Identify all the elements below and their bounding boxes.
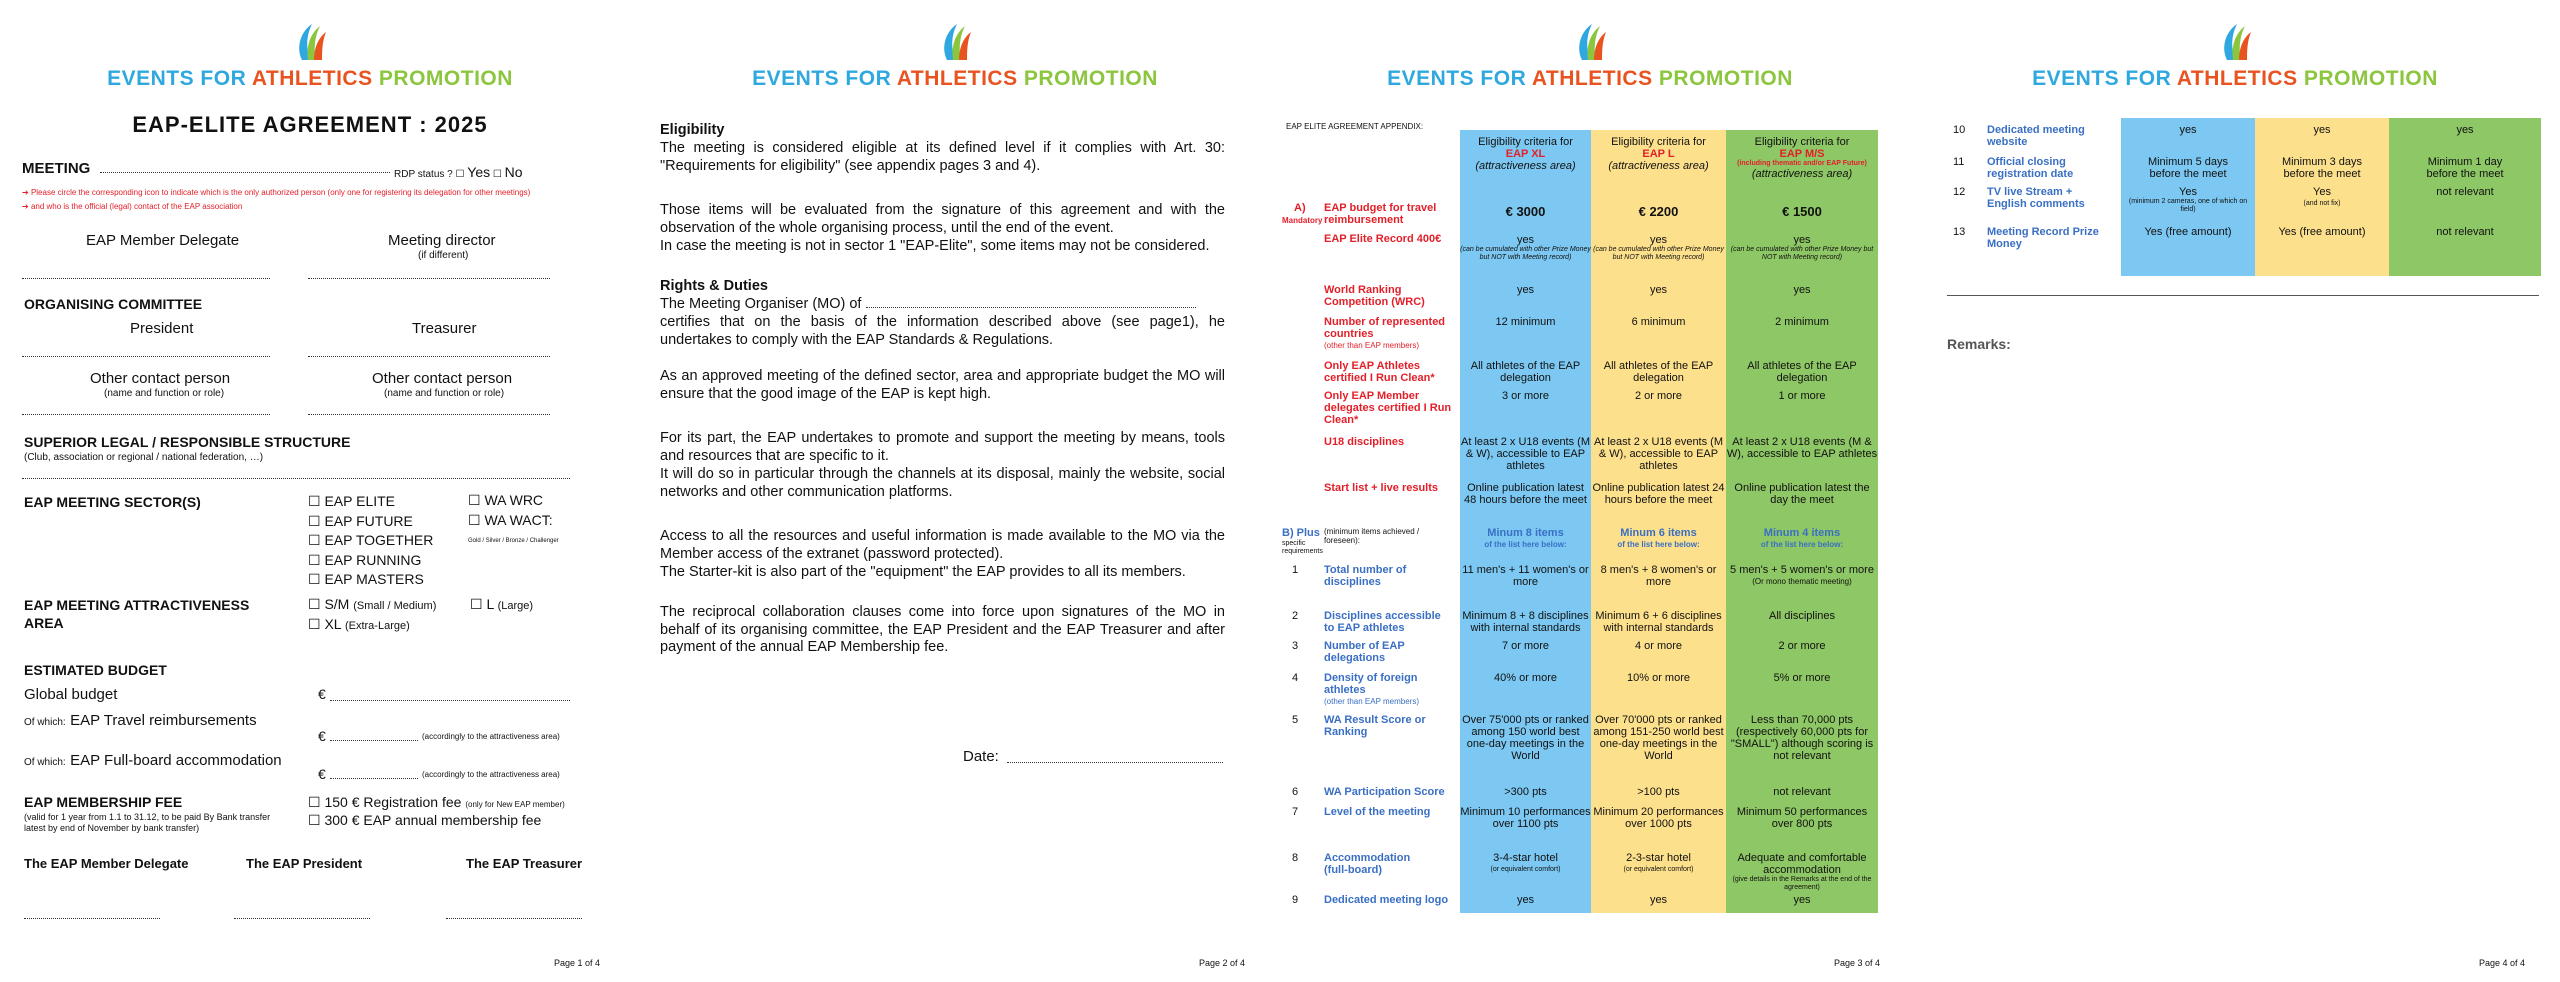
header-l: Eligibility criteria for EAP L (attractiveness area) bbox=[1608, 136, 1709, 172]
eap-logo: EVENTS FOR ATHLETICS PROMOTION bbox=[645, 20, 1265, 91]
appendix-title: EAP ELITE AGREEMENT APPENDIX: bbox=[1286, 122, 1424, 131]
treasurer-field[interactable] bbox=[308, 356, 550, 357]
eligibility-heading: Eligibility bbox=[660, 122, 725, 138]
page-number: Page 2 of 4 bbox=[1198, 958, 1245, 968]
logo-flame-icon bbox=[2213, 20, 2257, 64]
president-label: President bbox=[130, 320, 194, 337]
delegate-label: EAP Member Delegate bbox=[86, 232, 240, 249]
meeting-field[interactable] bbox=[100, 172, 390, 173]
other-contact-field-2[interactable] bbox=[308, 414, 550, 415]
fee-label: EAP MEMBERSHIP FEE bbox=[24, 794, 183, 810]
superior-field[interactable] bbox=[22, 478, 570, 479]
page-number: Page 4 of 4 bbox=[2478, 958, 2525, 968]
global-budget-field[interactable] bbox=[330, 700, 570, 701]
eap-logo: EVENTS FOR ATHLETICS PROMOTION bbox=[1925, 20, 2545, 91]
page-number: Page 3 of 4 bbox=[1833, 958, 1880, 968]
rights-heading: Rights & Duties bbox=[660, 278, 768, 294]
delegate-field[interactable] bbox=[22, 278, 270, 279]
sector-label: EAP MEETING SECTOR(S) bbox=[24, 494, 201, 510]
page-title: EAP-ELITE AGREEMENT : 2025 bbox=[132, 112, 488, 137]
president-field[interactable] bbox=[22, 356, 270, 357]
logo-flame-icon bbox=[288, 20, 332, 64]
organising-committee: ORGANISING COMMITTEE bbox=[24, 296, 203, 312]
travel-field[interactable] bbox=[330, 740, 418, 741]
meeting-label: MEETING bbox=[22, 160, 91, 177]
signature-president: The EAP President bbox=[246, 856, 363, 871]
page-3: EVENTS FOR ATHLETICS PROMOTION EAP ELITE AGREEMENT APPENDIX: Eligibility criteria for EAP XL (attractiveness area) Eligibility criteria for EAP L (attractiveness area) Eligibility criteria for EAP M/S (including thematic and/or EAP Future) (attractiveness area) A) Mandatory EAP budget for travel reimbursement € 3000 € 2200 € 1500 EAP Elite Record 400€ yes (can be cumulated with other Prize Money but NOT with Meeting record) yes (can be cumulated with other Prize Money but NOT with Meeting record) yes (can be cumulated with other Prize Money but NOT with Meeting record) World Ranking Competition (WRC) yes yes yes Number of represented countries (other than EAP members) 12 minimum 6 minimum 2 minimum Only EAP Athletes certified I Run Clean* All athletes of the EAP delegation All athletes of the EAP delegation All athletes of the EAP delegation Only EAP Member delegates certified I Run Clean* 3 or more 2 or more 1 or more U18 disciplines At least 2 x U18 events (M & W), accessible to EAP athletes At least 2 x U18 events (M & W), accessible to EAP athletes At least 2 x U18 events (M & W), accessible to EAP athletes Start list + live results Online publication latest 48 hours before the meet Online publication latest 24 hours before the meet Online publication latest the day the meet B) Plus specific requirements (minimum items achieved / foreseen): Minum 8 items of the list here below: Minum 6 items of the list here below: Minum 4 items of the list here below: 1 Total number of disciplines 11 men's + 11 women's or more 8 men's + 8 women's or more 5 men's + 5 women's or more (Or mono thematic meeting) 2 Disciplines accessible to EAP athletes Minimum 8 + 8 disciplines with internal standards Minimum 6 + 6 disciplines with internal standards All disciplines 3 Number of EAP delegations 7 or more 4 or more 2 or more 4 Density of foreign athletes (other than EAP members) 40% or more 10% or more 5% or more 5 WA Result Score or Ranking Over 75'000 pts or ranked among 150 world best one-day meetings in the World Over 70'000 pts or ranked among 151-250 world best one-day meetings in the World Less than 70,000 pts (respectively 60,000 pts for "SMALL") although scoring is not relevant 6 WA Participation Score >300 pts >100 pts not relevant 7 Level of the meeting Minimum 10 performances over 1100 pts Minimum 20 performances over 1000 pts Minimum 50 performances over 800 pts 8 Accommodation (full-board) 3-4-star hotel (or equivalent comfort) 2-3-star hotel (or equivalent comfort) Adequate and comfortable accommodation (give details in the Remarks at the end of the agreement) 9 Dedicated meeting logo yes yes yes Page 3 of 4 bbox=[1280, 0, 1900, 982]
budget-label: ESTIMATED BUDGET bbox=[24, 662, 167, 678]
page-4: EVENTS FOR ATHLETICS PROMOTION 10 Dedicated meeting website yes yes yes 11 Official closing registration date Minimum 5 days before the meet Minimum 3 days before the meet Minimum 1 day before the meet 12 TV live Stream + English comments Yes (minimum 2 cameras, one of which on field) Yes (and not fix) not relevant 13 Meeting Record Prize Money Yes (free amount) Yes (free amount) not relevant Remarks: Page 4 of 4 bbox=[1925, 0, 2545, 982]
other-contact-field-1[interactable] bbox=[22, 414, 270, 415]
logo-flame-icon bbox=[933, 20, 977, 64]
superior-structure: SUPERIOR LEGAL / RESPONSIBLE STRUCTURE bbox=[24, 434, 351, 450]
page-number: Page 1 of 4 bbox=[553, 958, 600, 968]
date-field[interactable] bbox=[1007, 762, 1223, 763]
header-xl: Eligibility criteria for EAP XL (attractiveness area) bbox=[1475, 136, 1576, 172]
eap-logo: EVENTS FOR ATHLETICS PROMOTION bbox=[0, 20, 620, 91]
header-ms: Eligibility criteria for EAP M/S (including thematic and/or EAP Future) (attractiveness area) bbox=[1737, 136, 1867, 180]
note-1: ➔ Please circle the corresponding icon to indicate which is the only authorized person (only one for registering its delegation for other meetings) bbox=[22, 188, 531, 197]
logo-flame-icon bbox=[1568, 20, 1612, 64]
treasurer-label: Treasurer bbox=[412, 320, 477, 337]
page-2: EVENTS FOR ATHLETICS PROMOTION Eligibility The meeting is considered eligible at its defined level if it complies with Art. 30: "Requirements for eligibility" (see appendix pages 3 and 4). Those items will be evaluated from the signature of this agreement and with the observation of the whole organising process, until the end of the event. In case the meeting is not in sector 1 "EAP-Elite", some items may not be considered. Rights & Duties The Meeting Organiser (MO) of certifies that on the basis of the information described above (see page1), he undertakes to comply with the EAP Standards & Regulations. As an approved meeting of the defined sector, area and appropriate budget the MO will ensure that the good image of the EAP is kept high. For its part, the EAP undertakes to promote and support the meeting by means, tools and resources that are specific to it. It will do so in particular through the channels at its disposal, mainly the website, social networks and other communication platforms. Access to all the resources and useful information is made available to the MO via the Member access of the extranet (password protected). The Starter-kit is also part of the "equipment" the EAP provides to all its members. The reciprocal collaboration clauses come into force upon signatures of the MO in behalf of its organising committee, the EAP President and the EAP Treasurer and after payment of the annual EAP Membership fee. Date: Page 2 of 4 bbox=[645, 0, 1265, 982]
signature-treasurer: The EAP Treasurer bbox=[466, 856, 583, 871]
board-field[interactable] bbox=[330, 778, 418, 779]
sector-checkboxes[interactable]: ☐ EAP ELITE ☐ EAP FUTURE ☐ EAP TOGETHER ☐ EAP RUNNING ☐ EAP MASTERS bbox=[308, 493, 434, 587]
eap-logo: EVENTS FOR ATHLETICS PROMOTION bbox=[1280, 20, 1900, 91]
signature-delegate: The EAP Member Delegate bbox=[24, 856, 189, 871]
director-field[interactable] bbox=[308, 278, 550, 279]
remarks-label: Remarks: bbox=[1947, 336, 2011, 352]
note-2: ➔ and who is the official (legal) contact of the EAP association bbox=[22, 202, 243, 211]
page-1: EVENTS FOR ATHLETICS PROMOTION EAP-ELITE AGREEMENT : 2025 MEETING RDP status ? ☐ Yes ☐ No ➔ Please circle the corresponding icon to indicate which is the only authorized person (only one for registering its delegation for other meetings) ➔ and who is the official (legal) contact of the EAP association EAP Member Delegate Meeting director (if different) ORGANISING COMMITTEE President Treasurer Other contact person (name and function or role) Other contact person (name and function or role) SUPERIOR LEGAL / RESPONSIBLE STRUCTURE (Club, association or regional / national federation, …) EAP MEETING SECTOR(S) ☐ EAP ELITE ☐ EAP FUTURE ☐ EAP TOGETHER ☐ EAP RUNNING ☐ EAP MASTERS ☐ WA WRC ☐ WA WACT: Gold / Silver / Bronze / Challenger EAP MEETING ATTRACTIVENESS AREA ☐ S/M (Small / Medium) ☐ L (Large) ☐ XL (Extra-Large) ESTIMATED BUDGET Global budget € Of which: EAP Travel reimbursements € (accordingly to the attractiveness area) Of which: EAP Full-board accommodation € (accordingly to the attractiveness area) EAP MEMBERSHIP FEE (valid for 1 year from 1.1 to 31.12, to be paid By Bank transfer latest by end of November by bank transfer) ☐ 150 € Registration fee (only for New EAP member) ☐ 300 € EAP annual membership fee The EAP Member Delegate The EAP President The EAP Treasurer Page 1 of 4 bbox=[0, 0, 620, 982]
director-label: Meeting director bbox=[388, 232, 496, 249]
divider bbox=[1947, 295, 2539, 296]
attractiveness-label: EAP MEETING ATTRACTIVENESS AREA bbox=[24, 597, 250, 631]
